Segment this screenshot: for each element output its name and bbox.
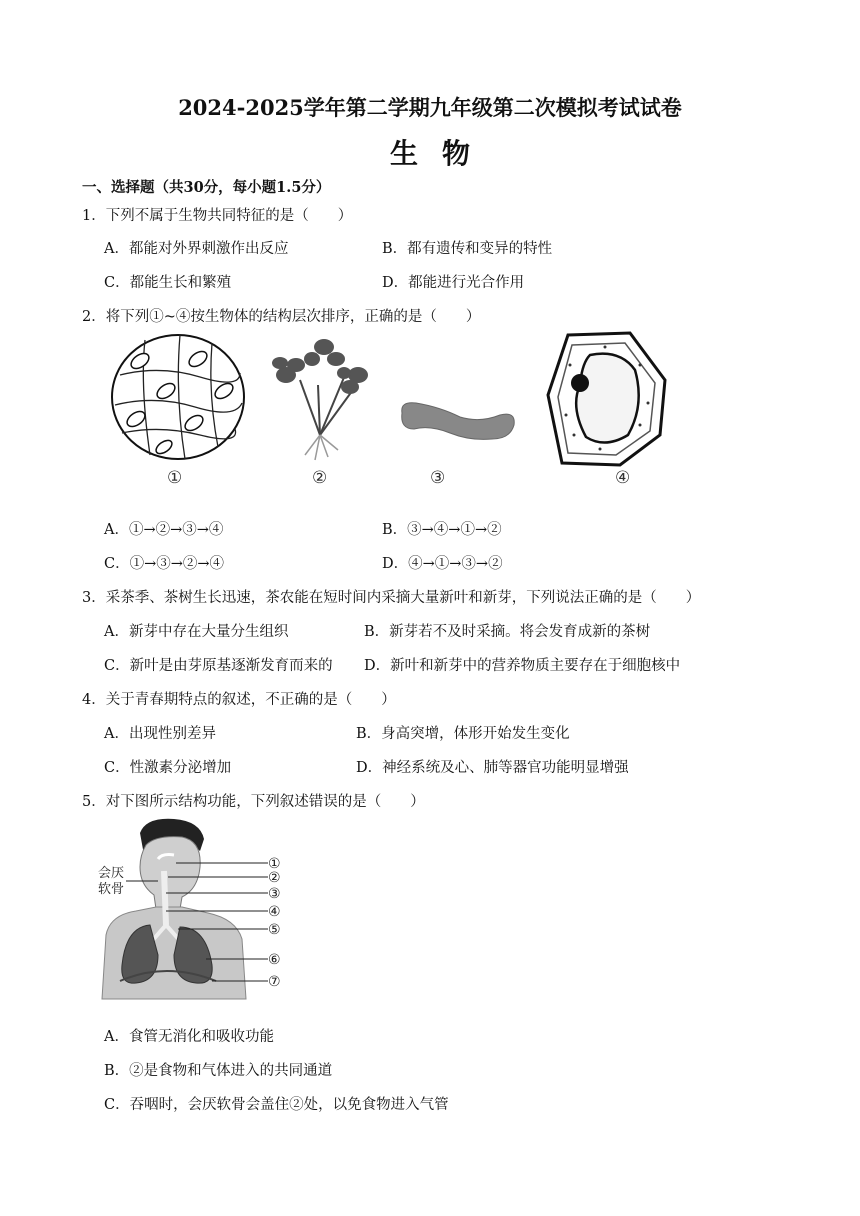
question-2-option-a: A．①→②→③→④ <box>104 522 224 538</box>
figure-label-4: ④ <box>615 468 631 488</box>
question-3-option-a: A．新芽中存在大量分生组织 <box>104 624 289 640</box>
tissue-illustration <box>112 335 244 459</box>
question-2-stem: 2．将下列①~④按生物体的结构层次排序，正确的是（ ） <box>82 309 481 325</box>
question-3-option-c: C．新叶是由芽原基逐渐发育而来的 <box>104 658 333 674</box>
question-1-option-c: C．都能生长和繁殖 <box>104 275 232 291</box>
figure-5-label-7: ⑦ <box>268 974 281 990</box>
question-5-option-b: B．②是食物和气体进入的共同通道 <box>104 1063 333 1079</box>
figure-5-label-3: ③ <box>268 886 281 902</box>
question-1-option-d: D．都能进行光合作用 <box>382 275 525 291</box>
question-3-stem: 3．采茶季、茶树生长迅速，茶农能在短时间内采摘大量新叶和新芽，下列说法正确的是（ ） <box>82 590 701 606</box>
question-4-option-d: D．神经系统及心、肺等器官功能明显增强 <box>356 760 629 776</box>
question-1-stem: 1．下列不属于生物共同特征的是（ ） <box>82 208 353 224</box>
figure-label-1: ① <box>167 468 183 488</box>
cell-illustration <box>548 333 665 465</box>
question-2-option-d: D．④→①→③→② <box>382 556 503 572</box>
question-4-stem: 4．关于青春期特点的叙述，不正确的是（ ） <box>82 692 396 708</box>
structure-levels-figure <box>100 325 700 495</box>
question-5-option-a: A．食管无消化和吸收功能 <box>104 1029 274 1045</box>
epiglottis-label-line-1: 会厌 <box>98 866 125 881</box>
question-2-option-b: B．③→④→①→② <box>382 522 502 538</box>
figure-5-label-4: ④ <box>268 904 281 920</box>
question-5-option-c: C．吞咽时，会厌软骨会盖住②处，以免食物进入气管 <box>104 1097 449 1113</box>
question-1-option-a: A．都能对外界刺激作出反应 <box>104 241 289 257</box>
question-4-option-c: C．性激素分泌增加 <box>104 760 232 776</box>
subject-title: 生物 <box>389 137 494 170</box>
question-3-option-d: D．新叶和新芽中的营养物质主要存在于细胞核中 <box>364 658 681 674</box>
question-3-option-b: B．新芽若不及时采摘。将会发育成新的茶树 <box>364 624 651 640</box>
question-1-option-b: B．都有遗传和变异的特性 <box>382 241 553 257</box>
figure-label-3: ③ <box>430 468 446 488</box>
figure-5-label-2: ② <box>268 870 281 886</box>
epiglottis-label-line-2: 软骨 <box>98 882 125 897</box>
organ-illustration <box>402 403 514 440</box>
section-heading: 一、选择题（共30分，每小题1.5分） <box>82 179 331 196</box>
figure-5-label-5: ⑤ <box>268 922 281 938</box>
question-5-stem: 5．对下图所示结构功能，下列叙述错误的是（ ） <box>82 794 425 810</box>
question-4-option-a: A．出现性别差异 <box>104 726 216 742</box>
page-title: 2024-2025学年第二学期九年级第二次模拟考试试卷 <box>178 95 682 120</box>
figure-label-2: ② <box>312 468 328 488</box>
question-2-option-c: C．①→③→②→④ <box>104 556 225 572</box>
plant-illustration <box>272 339 368 460</box>
question-4-option-b: B．身高突增，体形开始发生变化 <box>356 726 570 742</box>
respiratory-system-figure <box>96 815 296 1000</box>
figure-5-label-6: ⑥ <box>268 952 281 968</box>
figure-5-label-1: ① <box>268 856 281 872</box>
human-torso-illustration <box>102 819 246 999</box>
